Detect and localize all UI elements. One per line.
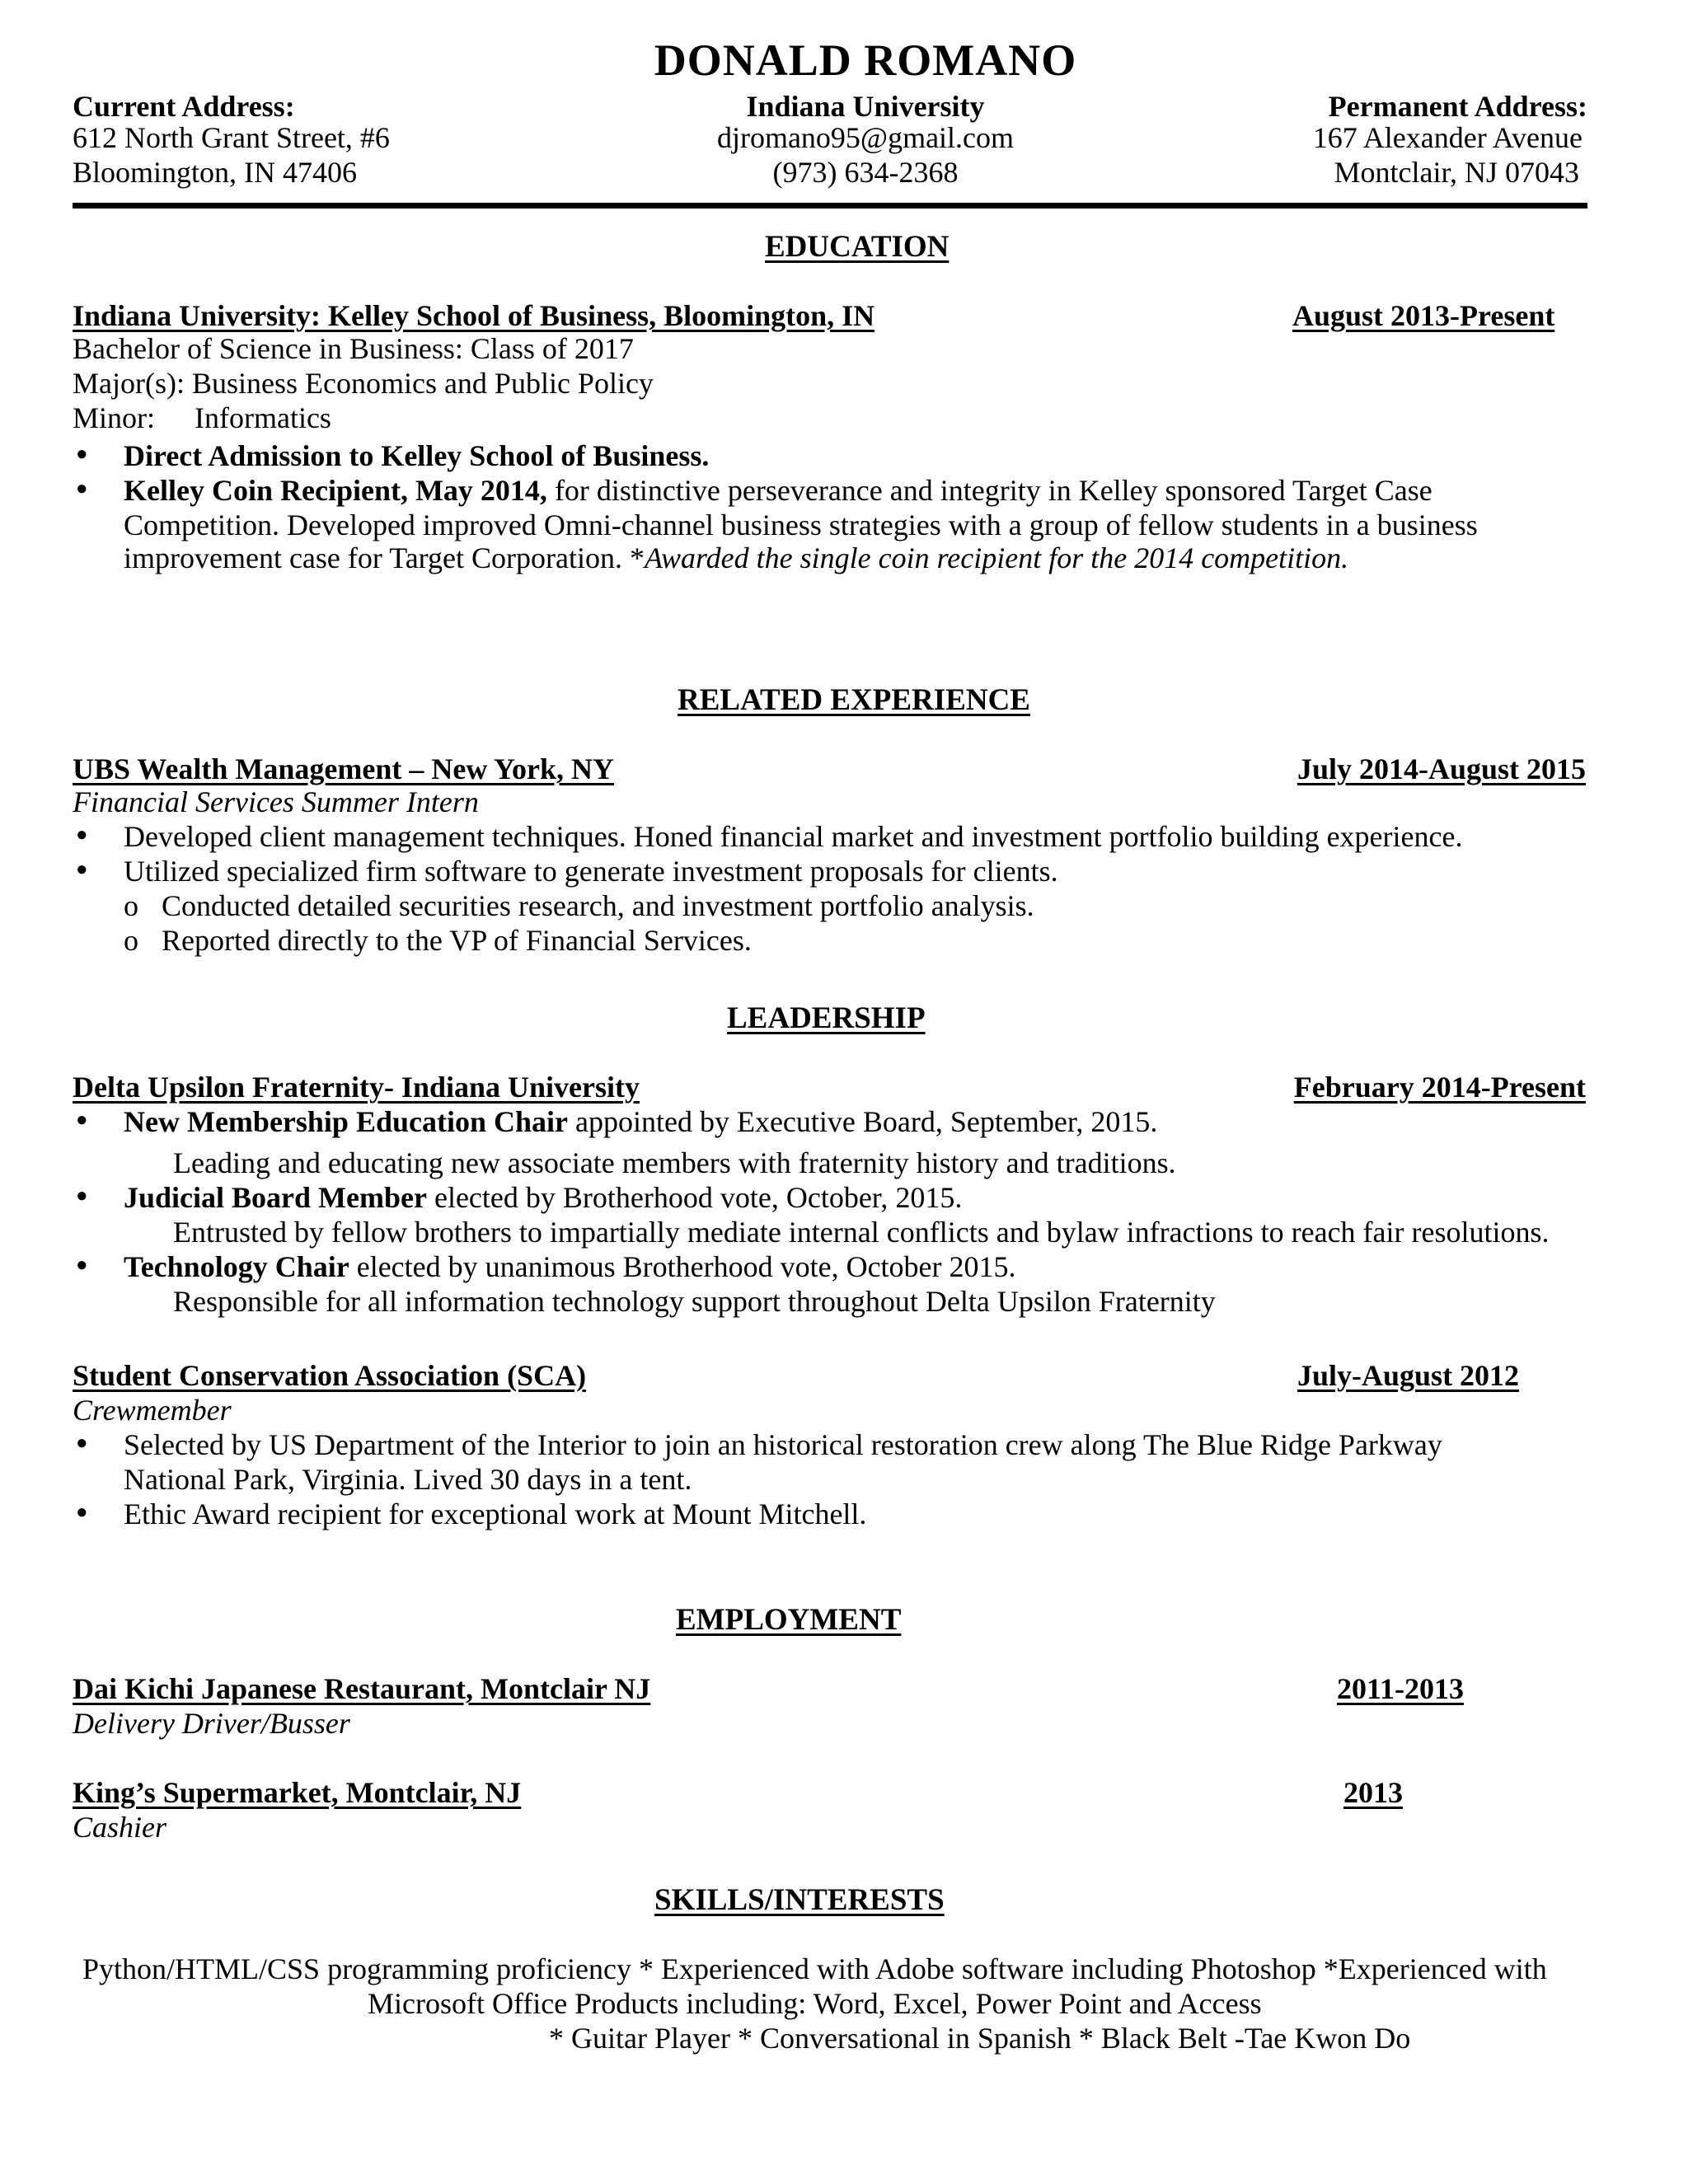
sub-bullet-icon: o [124,889,138,922]
skills-heading: SKILLS/INTERESTS [654,1883,945,1917]
current-address-line1: 612 North Grant Street, #6 [73,121,390,154]
leadership-role-detail: appointed by Executive Board, September, 2015. [568,1105,1158,1138]
coin-award-note: Awarded the single coin recipient for the 2014 competition. [644,541,1349,574]
leadership-role [124,1249,1016,1284]
leadership-role-title: New Membership Education Chair [124,1105,568,1138]
education-degree: Bachelor of Science in Business: Class of 2017 [73,332,634,365]
resume-name: DONALD ROMANO [654,35,1077,85]
employment-job2: King’s Supermarket, Montclair, NJ [73,1776,522,1809]
bullet-icon: ● [76,443,88,465]
leadership-role-title: Judicial Board Member [124,1181,427,1214]
leadership-org1-dates: February 2014-Present [1293,1071,1586,1104]
leadership-role-desc: Responsible for all information technology support throughout Delta Upsilon Fraternity [173,1285,1216,1318]
sca-bullet-award: Ethic Award recipient for exceptional work at Mount Mitchell. [124,1497,867,1530]
leadership-org2: Student Conservation Association (SCA) [73,1359,587,1392]
leadership-role-desc: Leading and educating new associate members with fraternity history and traditions. [173,1146,1176,1179]
email-address: djromano95@gmail.com [716,121,1015,154]
education-bullet-admission: Direct Admission to Kelley School of Business. [124,439,710,472]
employment-job2-dates: 2013 [1343,1776,1403,1809]
coin-award-text: for distinctive perseverance and integrity in Kelley sponsored Target Case [546,474,1432,507]
employment-job2-role: Cashier [73,1811,167,1844]
leadership-role-desc: Entrusted by fellow brothers to impartially mediate internal conflicts and bylaw infractions to reach fair resolutions. [173,1216,1550,1249]
permanent-address-line2: Montclair, NJ 07043 [1334,156,1579,189]
leadership-role-title: Technology Chair [124,1250,349,1283]
coin-award-title: Kelley Coin Recipient, May 2014, [124,474,547,507]
experience-dates: July 2014-August 2015 [1296,752,1586,785]
current-address-line2: Bloomington, IN 47406 [73,156,358,189]
education-dates: August 2013-Present [1292,299,1555,332]
sub-bullet-icon: o [124,924,138,957]
education-bullet-coin-line2: Competition. Developed improved Omni-channel business strategies with a group of fellow students in a business [124,509,1478,541]
leadership-role [124,1180,962,1215]
education-heading: EDUCATION [765,230,950,264]
skills-line1: Python/HTML/CSS programming proficiency * Experienced with Adobe software including Photoshop *Experienced with [82,1952,1547,1985]
employment-heading: EMPLOYMENT [676,1603,902,1637]
experience-subbullet: Reported directly to the VP of Financial Services. [162,924,752,957]
leadership-org2-role: Crewmember [73,1394,232,1427]
leadership-role-detail: elected by unanimous Brotherhood vote, October 2015. [349,1250,1016,1283]
employment-job1: Dai Kichi Japanese Restaurant, Montclair NJ [73,1672,651,1705]
bullet-icon: ● [76,824,88,846]
university-label: Indiana University [746,90,985,123]
permanent-address-line1: 167 Alexander Avenue [1312,121,1582,154]
education-bullet-coin [124,473,1432,508]
leadership-role-detail: elected by Brotherhood vote, October, 2015. [426,1181,963,1214]
leadership-org1: Delta Upsilon Fraternity- Indiana University [73,1071,640,1104]
skills-line2: Microsoft Office Products including: Word, Excel, Power Point and Access [368,1987,1262,2020]
leadership-heading: LEADERSHIP [727,1001,926,1035]
phone-number: (973) 634-2368 [772,156,959,189]
employment-job1-dates: 2011-2013 [1337,1672,1465,1705]
employment-job1-role: Delivery Driver/Busser [73,1707,350,1740]
bullet-icon: ● [76,1185,88,1207]
skills-line3: * Guitar Player * Conversational in Spanish * Black Belt -Tae Kwon Do [549,2022,1411,2055]
bullet-icon: ● [76,1254,88,1276]
bullet-icon: ● [76,1502,88,1523]
experience-bullet: Developed client management techniques. Honed financial market and investment portfolio building experience. [124,820,1463,853]
permanent-address-label: Permanent Address: [1328,90,1587,123]
education-bullet-coin-line3 [124,541,1348,575]
education-minor-value: Informatics [195,401,331,434]
sca-bullet-line2: National Park, Virginia. Lived 30 days in a tent. [124,1463,692,1496]
sca-bullet-line1: Selected by US Department of the Interior to join an historical restoration crew along The Blue Ridge Parkway [124,1428,1442,1461]
header-rule [73,203,1587,209]
current-address-label: Current Address: [73,90,295,123]
leadership-org2-dates: July-August 2012 [1297,1359,1520,1392]
bullet-icon: ● [76,1109,88,1131]
experience-company: UBS Wealth Management – New York, NY [73,752,614,785]
experience-subbullet: Conducted detailed securities research, and investment portfolio analysis. [162,889,1034,922]
coin-award-line3: improvement case for Target Corporation. * [124,541,645,574]
leadership-role [124,1104,1157,1139]
bullet-icon: ● [76,859,88,880]
experience-role: Financial Services Summer Intern [73,785,479,818]
experience-bullet: Utilized specialized firm software to generate investment proposals for clients. [124,855,1058,888]
education-minor-label: Minor: [73,401,156,434]
education-school: Indiana University: Kelley School of Business, Bloomington, IN [73,299,875,332]
bullet-icon: ● [76,1432,88,1454]
experience-heading: RELATED EXPERIENCE [678,683,1030,717]
bullet-icon: ● [76,478,88,499]
education-major: Major(s): Business Economics and Public Policy [73,367,654,400]
